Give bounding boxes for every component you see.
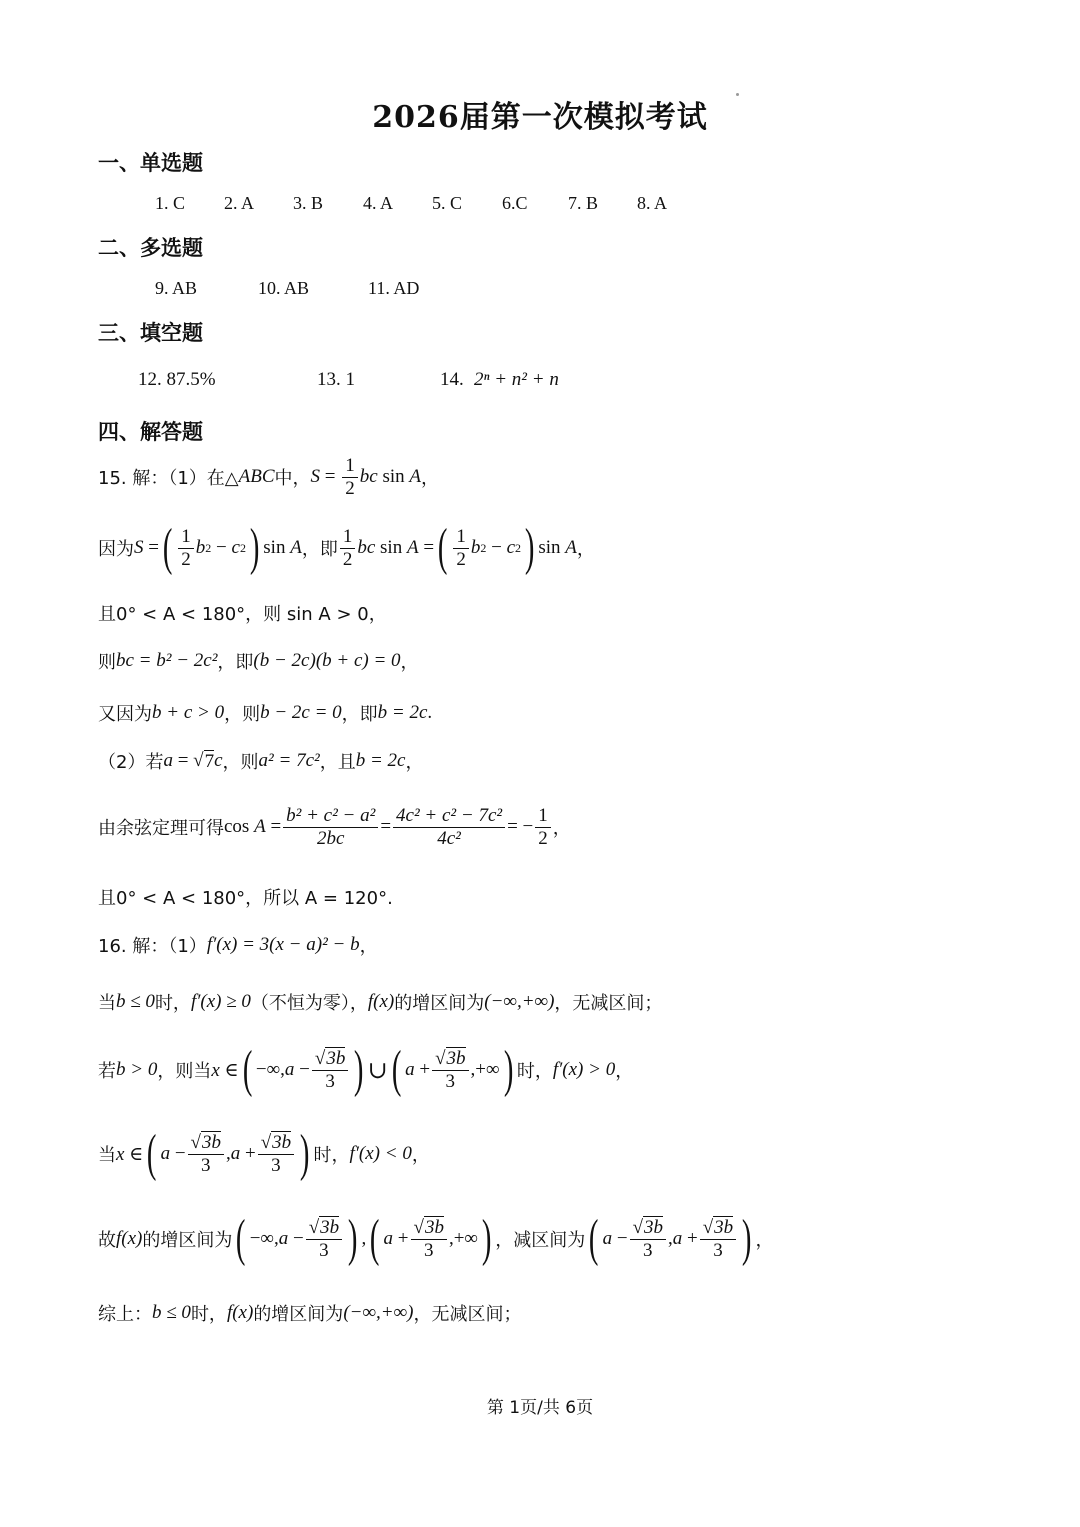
q15-line-5: 又因为 b + c > 0 ，则 b − 2c = 0 ，即 b = 2c . — [98, 702, 433, 725]
answer-item: 10. AB — [258, 278, 310, 298]
q16-line-3: 若 b > 0 ，则当 x ∈ ( −∞, a − $\frac{√3b}{3}$ ) ∪ ( a + $\frac{√3b}{3}$ ,+∞ ) 时， f′(x) > 0 ， — [98, 1041, 634, 1098]
q16-line-4: 当 x ∈ ( a − $\frac{√3b}{3}$ , a + $\frac{√3b}{3}$ ) 时， f′(x) < 0 ， — [98, 1125, 430, 1182]
page-footer: 第 1页/共 6页 — [486, 1398, 594, 1418]
q16-line-5: 故 f(x) 的增区间为 ( −∞, a − $\frac{√3b}{3}$ ) , ( a + $\frac{√3b}{3}$ ,+∞ ) ，减区间为 ( a − $\frac{√3b}{3}$ , a + $\frac{√3b}{3}$ ) ， — [98, 1210, 774, 1267]
q16-line-2: 当 b ≤ 0 时， f′(x) ≥ 0 （不恒为零）， f(x) 的增区间为 (−∞,+∞) ，无减区间； — [98, 991, 663, 1014]
answer-item: 11. AD — [368, 278, 420, 298]
q16-line-1: 16. 解：（1） f′(x) = 3(x − a)² − b ， — [98, 934, 378, 957]
answer-item: 4. A — [363, 193, 394, 213]
answer-item: 8. A — [637, 193, 668, 213]
section-heading-solutions: 四、解答题 — [98, 419, 203, 444]
q15-line-7: 由余弦定理可得 cos A = $\frac{\text{b² + c² − a²}}{2bc}$ = $\frac{\text{4c² + c² − 7c²}}{\text{4c²}}$ = − $\frac{1}{2}$ ， — [98, 805, 571, 849]
answer-item: 9. AB — [155, 278, 198, 298]
section-heading-fill-blank: 三、填空题 — [98, 320, 203, 345]
answer-item: 13. 1 — [317, 369, 355, 390]
answer-item: 12. 87.5% — [138, 369, 216, 390]
answer-item: 7. B — [568, 193, 599, 213]
answer-item: 5. C — [432, 193, 463, 213]
q15-line-6: （2）若 a = √ 7 c ，则 a² = 7c² ，且 b = 2c ， — [98, 750, 424, 773]
q16-line-6: 综上： b ≤ 0 时， f(x) 的增区间为 (−∞,+∞) ，无减区间； — [98, 1302, 522, 1325]
page-title: 2026届第一次模拟考试 — [372, 100, 708, 135]
answer-item: 1. C — [155, 193, 186, 213]
answer-item: 14. — [440, 369, 464, 390]
q15-line-3: 且0° < A < 180°，则 sin A > 0， — [98, 604, 387, 625]
answer-item: 3. B — [293, 193, 324, 213]
section-heading-single-choice: 一、单选题 — [98, 150, 203, 175]
answer-item: 2. A — [224, 193, 255, 213]
q15-line-1: 15. 解：（1）在△ ABC 中， S = $\frac{1}{2}$ bc sin A ， — [98, 455, 439, 499]
q15-line-4: 则 bc = b² − 2c² ，即 (b − 2c)(b + c) = 0 ， — [98, 650, 419, 673]
answer-expression: 2ⁿ + n² + n — [474, 369, 559, 390]
answer-item: 6.C — [502, 193, 528, 213]
q15-line-8: 且0° < A < 180°，所以 A = 120°. — [98, 888, 393, 909]
section-heading-multi-choice: 二、多选题 — [98, 235, 203, 260]
q15-line-2: 因为 S = ( $\frac{1}{2}$ b 2 − c 2 ) sin A ，即 $\frac{1}{2}$ bc sin A = ( $\frac{1}{2}$ b 2 − c 2 ) sin A ， — [98, 519, 595, 576]
